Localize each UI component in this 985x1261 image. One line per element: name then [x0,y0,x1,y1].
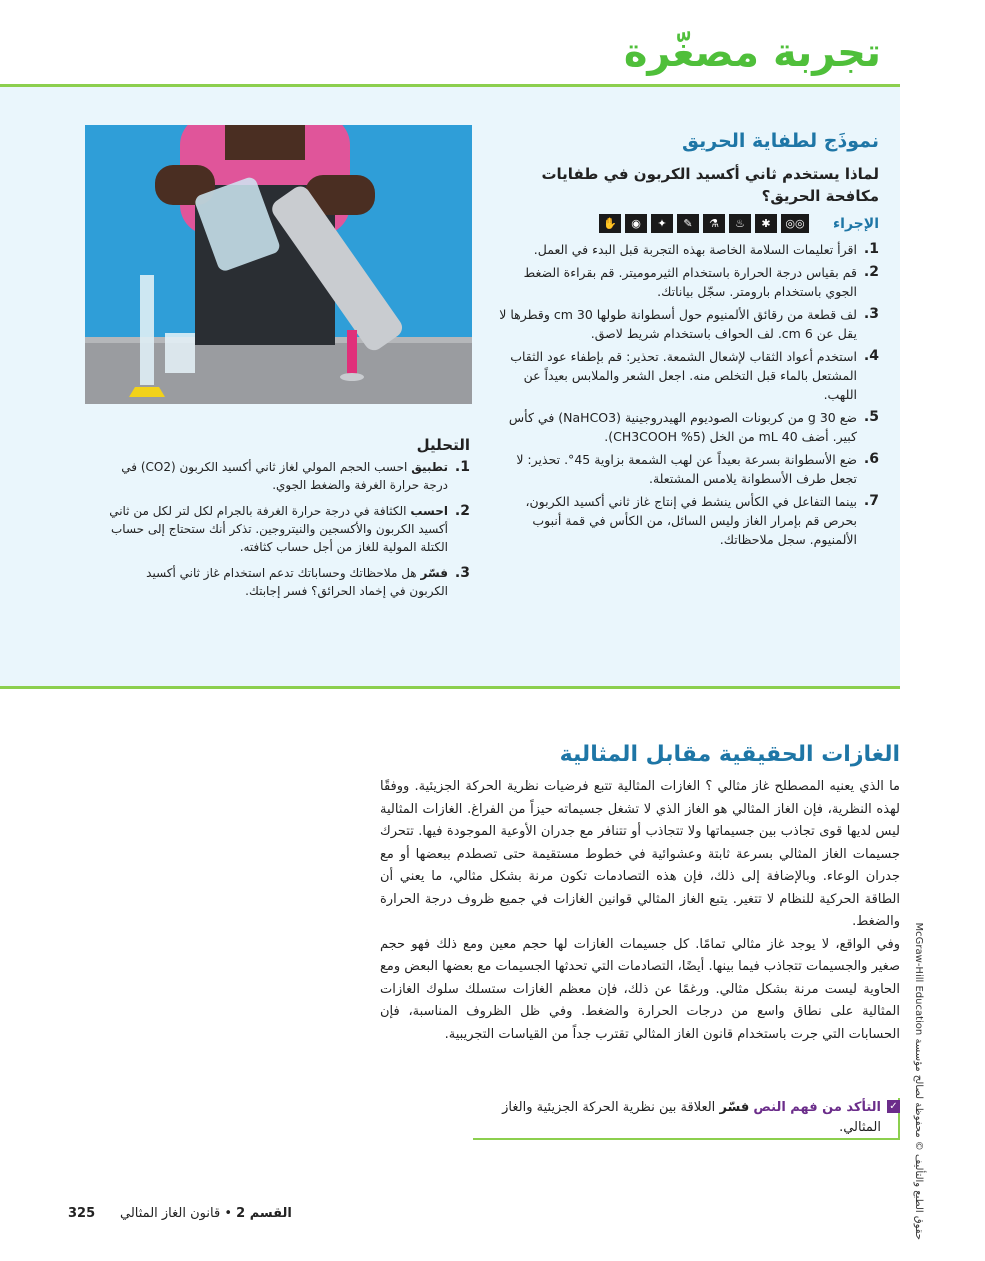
analysis-number: 1. [454,459,470,475]
procedure-steps [494,240,879,553]
step-number: 2. [863,264,879,280]
step-text: بينما التفاعل في الكأس ينشط في إنتاج غاز ثاني أكسيد الكربون، بحرص قم بإمرار الغاز وليس السائل، من الكأس في قمة أنبوب الألمنيوم. سجل ملاحظاتك. [525,494,857,547]
step-text: استخدم أعواد الثقاب لإشعال الشمعة. تحذير: قم بإطفاء عود الثقاب المشتعل بالماء قبل التخلص منه. اجعل الشعر والملابس بعيداً عن اللهب. [510,349,857,402]
copyright-notice: حقوق الطبع والتأليف © محفوظة لصالح مؤسسة McGraw-Hill Education [913,922,924,1240]
checkbox-icon: ✓ [887,1100,900,1113]
page-title: تجربة مصغّرة [623,30,881,76]
step-text: لف قطعة من رقائق الألمنيوم حول أسطوانة طولها 30 cm وقطرها لا يقل عن 6 cm. لف الحواف باستخدام شريط لاصق. [499,307,857,341]
procedure-step [494,408,879,446]
step-number: 7. [863,493,879,509]
reading-check-text: العلاقة بين نظرية الحركة الجزيئية والغاز المثالي. [502,1100,881,1135]
step-number: 4. [863,348,879,364]
flask-icon: ⚗ [703,214,725,233]
lab-question: لماذا يستخدم ثاني أكسيد الكربون في طفايات مكافحة الحريق؟ [541,165,879,205]
knife-icon: ✎ [677,214,699,233]
analysis-title: التحليل [416,436,470,454]
footer-chapter: القسم 2 • قانون الغاز المثالي [120,1206,292,1221]
body-paragraph: وفي الواقع، لا يوجد غاز مثالي تمامًا. كل جسيمات الغازات لها حجم معين ومع ذلك فهو حجم صغير والجسيمات تتجاذب فيما بينها. أيضًا، التصادمات التي تحدثها الجسيمات مع بعضها البعض ومع الحاوية ليست مرنة بشكل مثالي. ورغمًا عن ذلك، فإن معظم الغازات ستسلك سلوك الغازات المثالية على نطاق واسع من درجات الحرارة والضغط. وفي ظل الظروف المناسبة، فإن الحسابات التي جرت باستخدام قانون الغاز المثالي تقترب جداً من القياسات التجريبية. [380,936,900,1042]
step-text: قم بقياس درجة الحرارة باستخدام الثيرموميتر. قم بقراءة الضغط الجوي باستخدام بارومتر. سجّل بياناتك. [523,265,857,299]
lab-photo [85,125,472,404]
chapter-title: قانون الغاز المثالي [120,1206,221,1221]
analysis-item [105,502,470,556]
step-text: ضع الأسطوانة بسرعة بعيداً عن لهب الشمعة بزاوية 45°. تحذير: لا تجعل طرف الأسطوانة يلامس المشتعلة. [516,452,857,486]
page-number: 325 [68,1206,96,1221]
reading-check-label: التأكد من فهم النص [753,1100,881,1115]
analysis-item [105,458,470,494]
procedure-row [499,214,879,238]
body-paragraph: ما الذي يعنيه المصطلح غاز مثالي ؟ الغازات المثالية تتبع فرضيات نظرية الحركة الجزيئية. ووفقًا لهذه النظرية، فإن الغاز المثالي هو الغاز الذي لا تشغل جسيماته حيزاً من الفراغ. الغازات المثالية ليس لديها قوى تجاذب بين جسيماتها ولا تتجاذب أو تتنافر مع جدران الأوعية الموجودة فيها. تتحرك جسيمات الغاز المثالي بسرعة ثابتة وعشوائية في خطوط مستقيمة حتى تصطدم ببعضها أو مع جدران الوعاء. وبالإضافة إلى ذلك، فإن هذه التصادمات تكون مرنة بشكل مثالي، ما يعني أن الطاقة الحركية للنظام لا تتغير. يتبع الغاز المثالي قوانين الغازات في جميع ظروف درجة الحرارة والضغط. [380,779,900,929]
step-number: 1. [863,241,879,257]
procedure-label: الإجراء [833,216,879,232]
reading-check-verb: فسّر [719,1100,750,1115]
analysis-verb: فسّر [420,566,448,580]
hand-icon: ✋ [599,214,621,233]
analysis-text: احسب الحجم المولي لغاز ثاني أكسيد الكربون (CO2) في درجة حرارة الغرفة والضغط الجوي. [121,460,448,492]
step-number: 3. [863,306,879,322]
page-footer [68,1206,95,1221]
chapter-label: القسم 2 [236,1206,292,1221]
step-number: 5. [863,409,879,425]
fire-icon: ♨ [729,214,751,233]
mini-lab-divider [0,686,900,689]
procedure-step [494,450,879,488]
step-number: 6. [863,451,879,467]
analysis-section [105,436,470,608]
analysis-text: هل ملاحظاتك وحساباتك تدعم استخدام غاز ثاني أكسيد الكربون في إخماد الحرائق؟ فسر إجابتك. [146,566,448,598]
analysis-number: 2. [454,503,470,519]
hand-wash-icon: ✱ [755,214,777,233]
procedure-step [494,492,879,549]
procedure-step [494,240,879,259]
safety-icons [599,214,809,233]
lab-heading: نموذَج لطفاية الحريق [682,130,879,152]
goggles-icon: ◎◎ [781,214,809,233]
analysis-number: 3. [454,565,470,581]
reading-check [471,1098,881,1138]
analysis-verb: احسب [410,504,448,518]
analysis-verb: تطبيق [411,460,448,474]
section-heading: الغازات الحقيقية مقابل المثالية [559,742,900,767]
eye-icon: ◉ [625,214,647,233]
procedure-step [494,347,879,404]
section-body [380,776,900,1046]
procedure-step [494,305,879,343]
analysis-text: الكثافة في درجة حرارة الغرفة بالجرام لكل لتر لكل من ثاني أكسيد الكربون والأكسجين والنيتروجين. تذكر أنك ستحتاج إلى حساب الكتلة المولية للغاز من أجل حساب كثافته. [109,504,448,554]
step-text: ضع 30 g من كربونات الصوديوم الهيدروجينية (NaHCO3) في كأس كبير. أضف 40 mL من الخل (5% CH3COOH). [508,410,857,444]
step-text: اقرأ تعليمات السلامة الخاصة بهذه التجربة قبل البدء في العمل. [533,242,857,257]
procedure-step [494,263,879,301]
analysis-item [105,564,470,600]
animal-icon: ✦ [651,214,673,233]
